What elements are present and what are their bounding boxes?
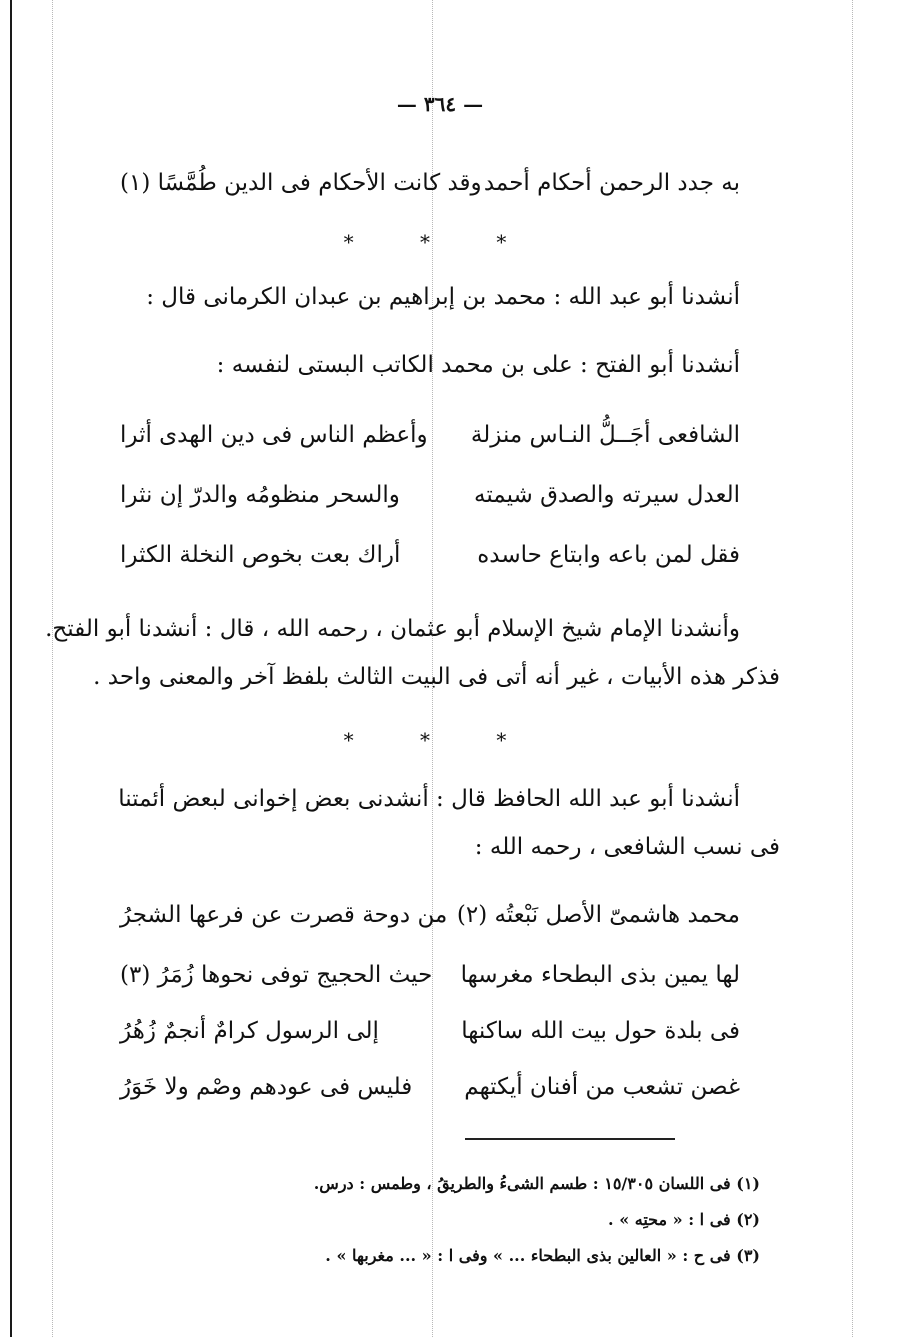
verse-line <box>100 542 780 576</box>
verse-hemistich-left: والسحر منظومُه والدرّ إن نثرا <box>120 482 400 508</box>
paragraph-line: فى نسب الشافعى ، رحمه الله : <box>474 834 780 860</box>
verse-line <box>100 482 780 516</box>
verse-hemistich-right: العدل سيرته والصدق شيمته <box>474 482 740 508</box>
section-separator: * * * <box>343 728 537 752</box>
verse-hemistich-left: وأعظم الناس فى دين الهدى أثرا <box>120 422 428 448</box>
paragraph-line: فذكر هذه الأبيات ، غير أنه أتى فى البيت الثالث بلفظ آخر والمعنى واحد . <box>93 664 780 690</box>
scan-guide-line <box>52 0 53 1337</box>
footnote: (٣) فى ح : « العالين بذى البطحاء ... » وفى ا : « ... مغربها » . <box>325 1246 760 1265</box>
verse-hemistich-right: لها يمين بذى البطحاء مغرسها <box>460 962 740 988</box>
verse-hemistich-right: به جدد الرحمن أحكام أحمد <box>483 170 740 196</box>
intro-line: أنشدنا أبو عبد الله : محمد بن إبراهيم بن عبدان الكرمانى قال : <box>146 284 740 310</box>
paragraph-line: أنشدنا أبو عبد الله الحافظ قال : أنشدنى بعض إخوانى لبعض أئمتنا <box>118 786 740 812</box>
verse-line <box>100 170 780 204</box>
paragraph-line: وأنشدنا الإمام شيخ الإسلام أبو عثمان ، رحمه الله ، قال : أنشدنا أبو الفتح. <box>45 616 740 642</box>
verse-line <box>100 422 780 456</box>
verse-hemistich-right: فى بلدة حول بيت الله ساكنها <box>461 1018 740 1044</box>
footnote: (٢) فى ا : « محتِه » . <box>608 1210 760 1229</box>
section-separator: * * * <box>343 230 537 254</box>
verse-hemistich-right: غصن تشعب من أفنان أيكتهم <box>464 1074 740 1100</box>
verse-hemistich-left: حيث الحجيج توفى نحوها زُمَرُ (٣) <box>120 962 433 988</box>
scan-guide-line <box>852 0 853 1337</box>
verse-hemistich-right: محمد هاشمىّ الأصل نَبْعتُه (٢) <box>456 902 740 928</box>
verse-hemistich-right: فقل لمن باعه وابتاع حاسده <box>477 542 740 568</box>
verse-line <box>100 1018 780 1052</box>
intro-line: أنشدنا أبو الفتح : على بن محمد الكاتب البستى لنفسه : <box>216 352 740 378</box>
verse-hemistich-right: الشافعى أجَــلُّ النـاس منزلة <box>470 422 740 448</box>
book-page <box>45 0 780 1337</box>
verse-hemistich-left: أراك بعت بخوص النخلة الكثرا <box>120 542 401 568</box>
verse-line <box>100 962 780 996</box>
scan-border-line <box>10 0 12 1337</box>
verse-hemistich-left: إلى الرسول كرامٌ أنجمٌ زُهُرُ <box>120 1018 379 1044</box>
footnote: (١) فى اللسان ١٥/٣٠٥ : طسم الشىءُ والطريقُ ، وطمس : درس. <box>313 1174 760 1193</box>
verse-hemistich-left: وقد كانت الأحكام فى الدين طُمَّسًا (١) <box>120 170 482 196</box>
footnote-rule <box>465 1138 675 1140</box>
page-number: — ٣٦٤ — <box>396 92 484 116</box>
verse-line <box>100 902 780 936</box>
verse-hemistich-left: فليس فى عودهم وصْم ولا خَوَرُ <box>120 1074 413 1100</box>
verse-hemistich-left: من دوحة قصرت عن فرعها الشجرُ <box>120 902 448 928</box>
verse-line <box>100 1074 780 1108</box>
